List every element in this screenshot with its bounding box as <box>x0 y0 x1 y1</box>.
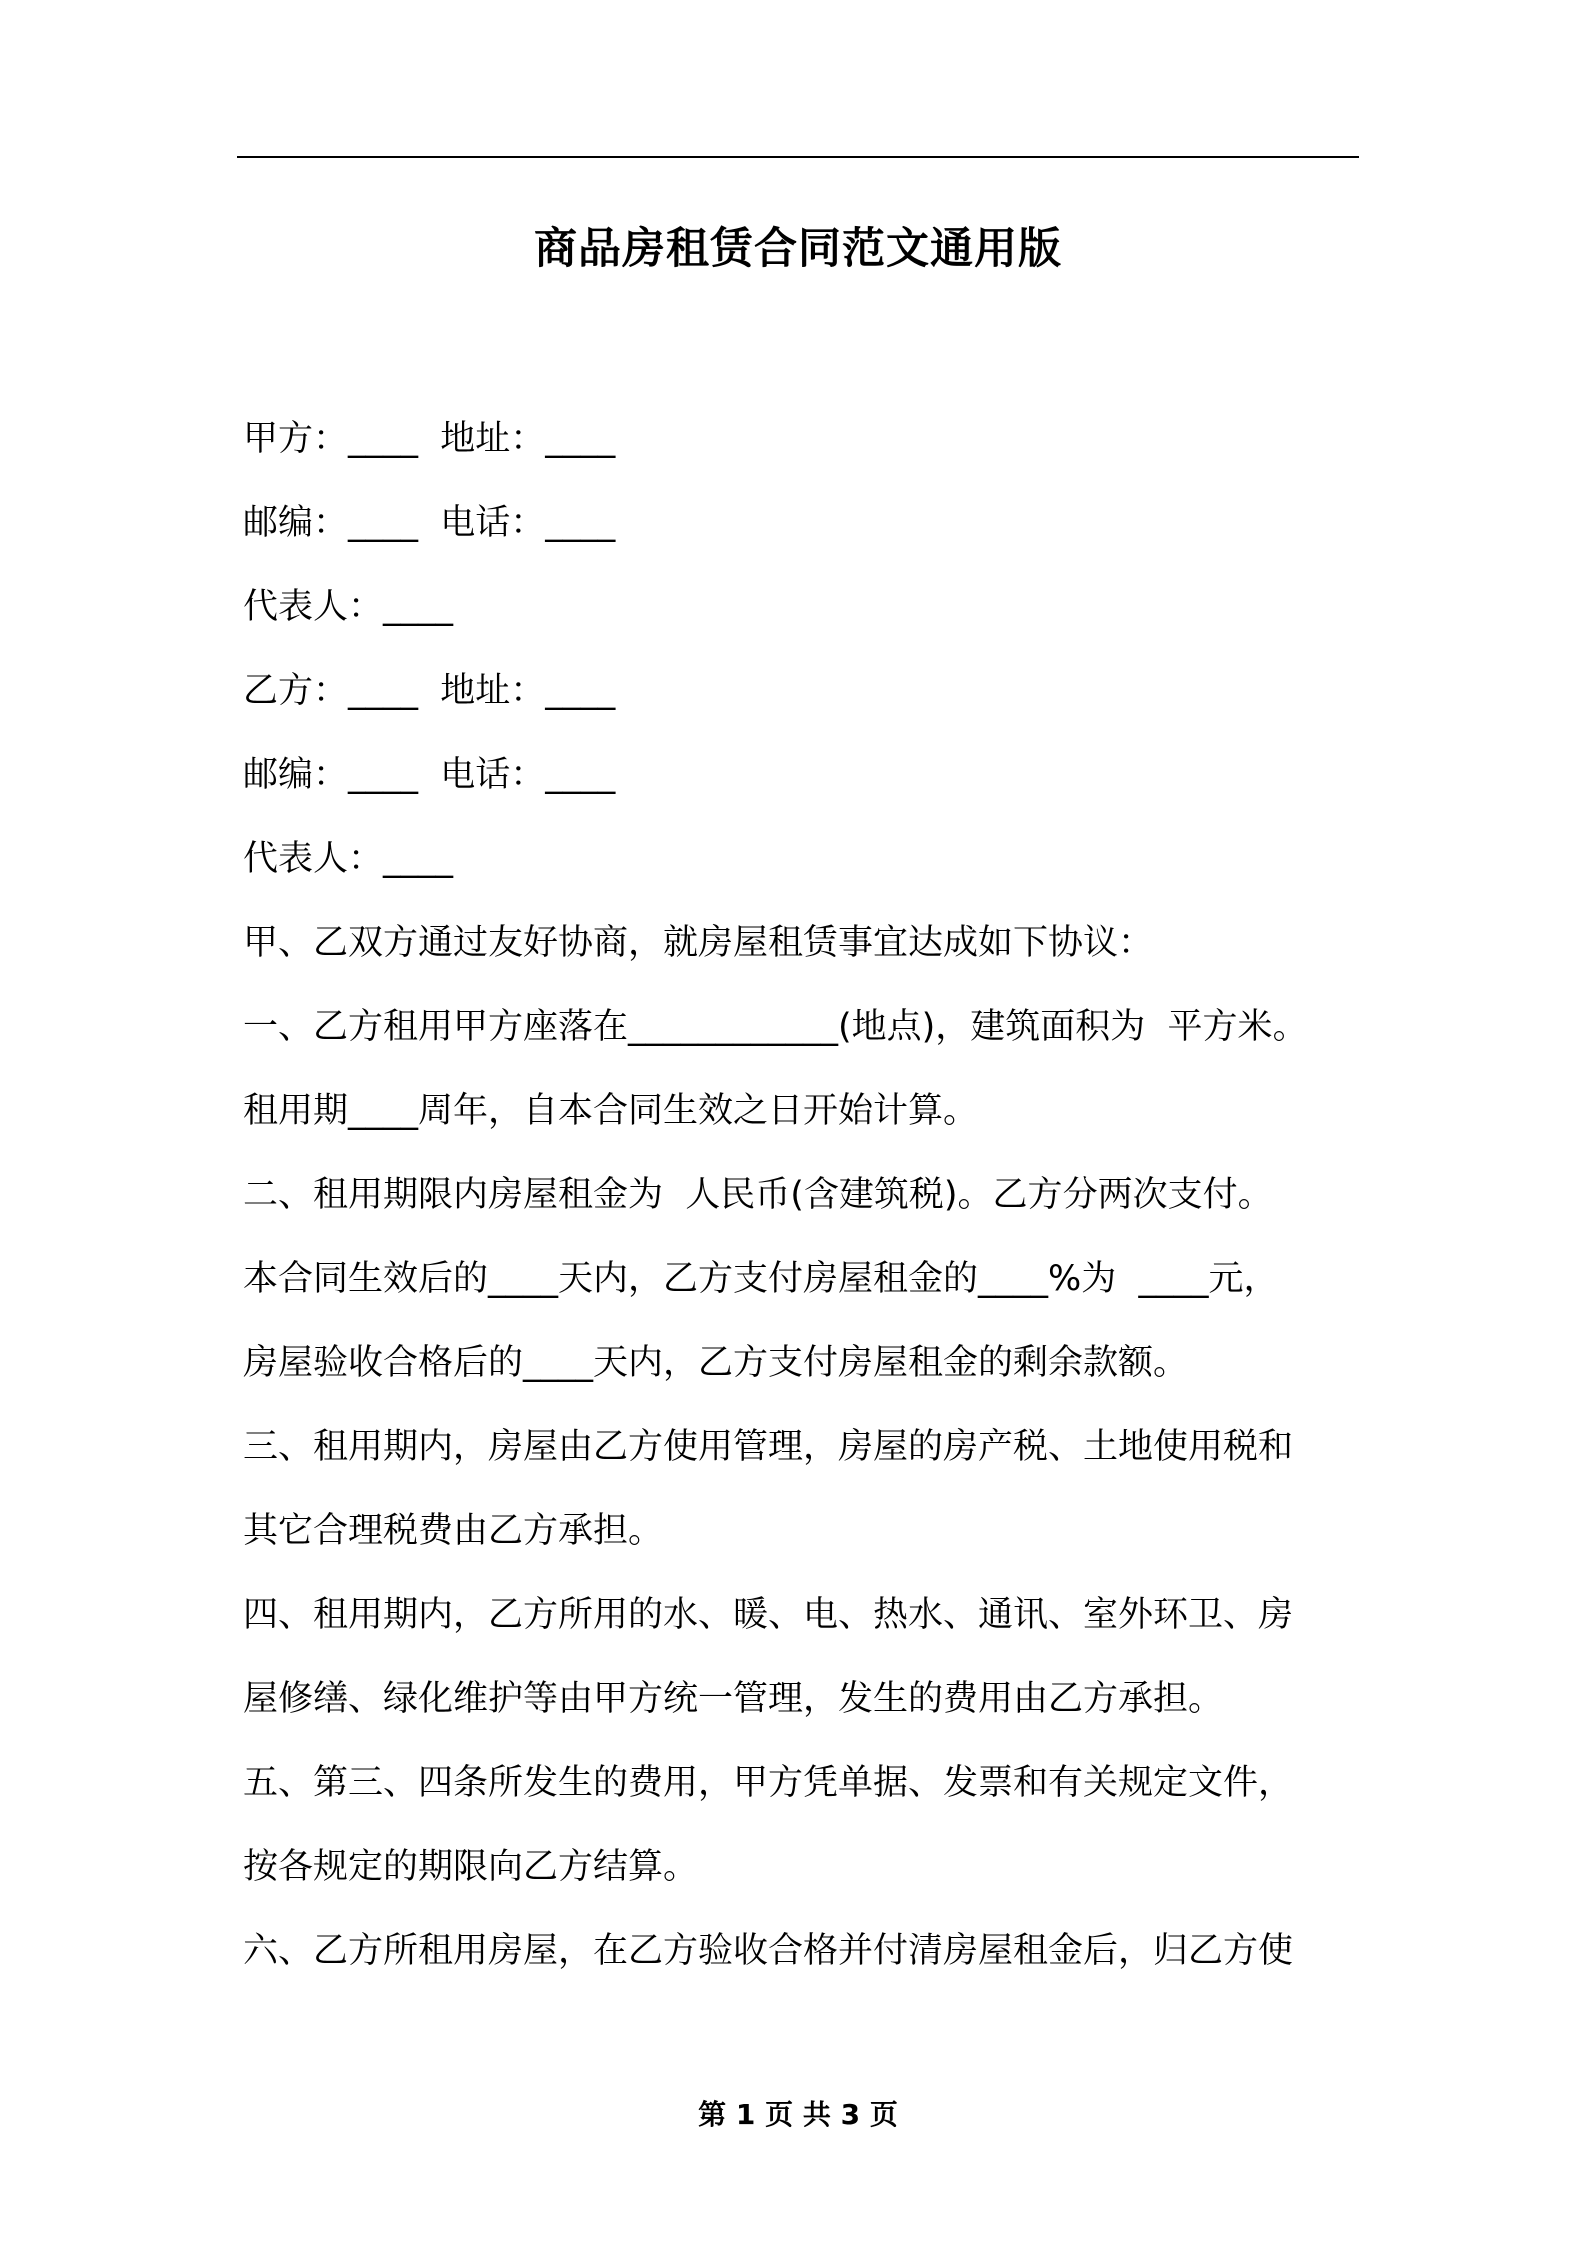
party-a-postcode-phone: 邮编：____ 电话：____ <box>243 503 616 543</box>
clause-2-line-1: 二、租用期限内房屋租金为 人民币(含建筑税)。乙方分两次支付。 <box>243 1175 1273 1215</box>
clause-2-line-3: 房屋验收合格后的____天内，乙方支付房屋租金的剩余款额。 <box>243 1343 1189 1383</box>
clause-1-line-1: 一、乙方租用甲方座落在____________(地点)，建筑面积为 平方米。 <box>243 1007 1308 1047</box>
clause-4-line-1: 四、租用期内，乙方所用的水、暖、电、热水、通讯、室外环卫、房 <box>243 1595 1294 1635</box>
clause-3-line-2: 其它合理税费由乙方承担。 <box>243 1511 664 1551</box>
page-number: 第 1 页 共 3 页 <box>698 2098 898 2131</box>
document-body <box>243 404 1359 2000</box>
party-b-representative: 代表人：____ <box>243 839 454 879</box>
party-a-representative: 代表人：____ <box>243 587 454 627</box>
clause-5-line-2: 按各规定的期限向乙方结算。 <box>243 1847 699 1887</box>
clause-3-line-1: 三、租用期内，房屋由乙方使用管理，房屋的房产税、土地使用税和 <box>243 1427 1294 1467</box>
party-b-postcode-phone: 邮编：____ 电话：____ <box>243 755 616 795</box>
clause-4-line-2: 屋修缮、绿化维护等由甲方统一管理，发生的费用由乙方承担。 <box>243 1679 1224 1719</box>
document-title: 商品房租赁合同范文通用版 <box>534 224 1062 274</box>
party-a-name-address: 甲方：____ 地址：____ <box>243 419 616 459</box>
agreement-preamble: 甲、乙双方通过友好协商，就房屋租赁事宜达成如下协议： <box>243 923 1154 963</box>
clause-1-line-2: 租用期____周年，自本合同生效之日开始计算。 <box>243 1091 979 1131</box>
clause-2-line-2: 本合同生效后的____天内，乙方支付房屋租金的____%为 ____元， <box>243 1259 1279 1299</box>
party-b-name-address: 乙方：____ 地址：____ <box>243 671 616 711</box>
clause-5-line-1: 五、第三、四条所发生的费用，甲方凭单据、发票和有关规定文件， <box>243 1763 1294 1803</box>
header-rule <box>237 156 1359 158</box>
clause-6-line-1: 六、乙方所租用房屋，在乙方验收合格并付清房屋租金后，归乙方使 <box>243 1931 1294 1971</box>
